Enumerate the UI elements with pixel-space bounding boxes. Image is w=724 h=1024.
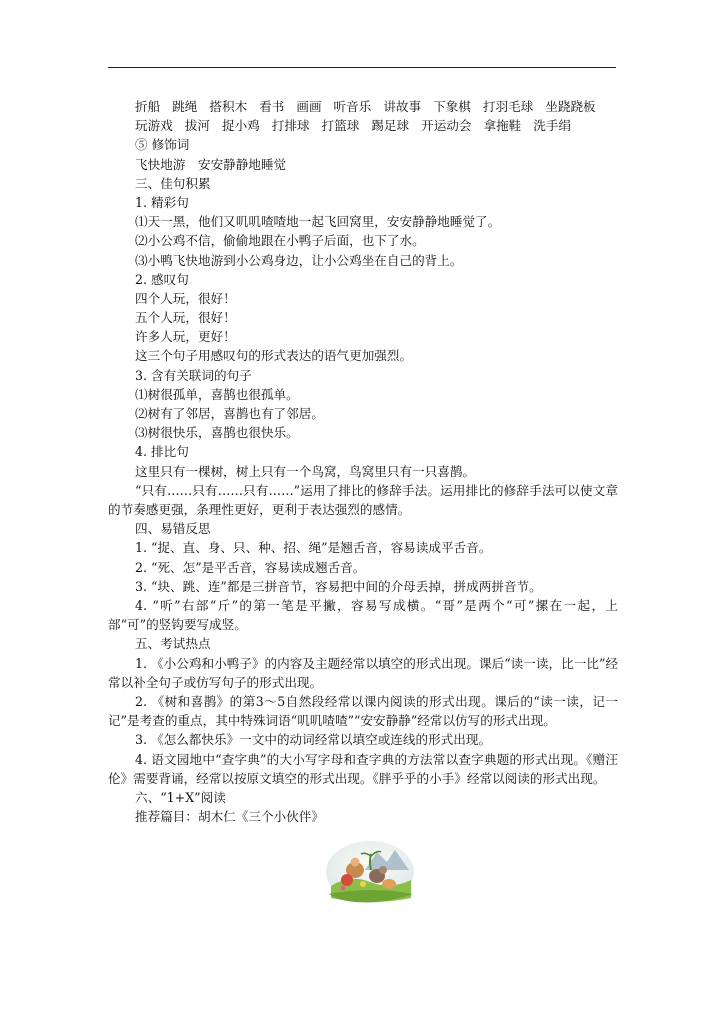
list-item: 1. “捉、直、身、只、种、招、绳”是翘舌音，容易读成平舌音。: [135, 540, 492, 556]
list-item: 1. 《小公鸡和小鸭子》的内容及主题经常以填空的形式出现。课后“读一读，比一比”经常以补全句子或仿写句子的形式出现。: [108, 655, 618, 690]
activity-word: 讲故事: [383, 99, 422, 114]
activity-word: 折船: [135, 99, 161, 114]
list-item: 2. “死、怎”是平舌音，容易读成翘舌音。: [135, 559, 366, 575]
s3-1-heading: 1. 精彩句: [135, 194, 189, 210]
activity-word: 坐跷跷板: [545, 99, 596, 114]
section-3-heading: 三、佳句积累: [135, 175, 211, 191]
activity-word: 开运动会: [421, 118, 472, 134]
activity-word: 搭积木: [209, 99, 248, 114]
recommended-reading: 推荐篇目：胡木仁《三个小伙伴》: [135, 809, 324, 825]
activity-word: 玩游戏: [135, 118, 173, 134]
activity-word: 打篮球: [321, 118, 360, 134]
s3-4-heading: 4. 排比句: [135, 444, 189, 460]
list-item: 3. “块、跳、连”都是三拼音节，容易把中间的介母丢掉，拼成两拼音节。: [135, 578, 542, 594]
activity-word: 踢足球: [371, 118, 410, 134]
activity-row-2: [108, 116, 618, 135]
section-5-heading: 五、考试热点: [135, 636, 211, 652]
modifier-words: 飞快地游 安安静静地睡觉: [135, 156, 287, 172]
section-4-heading: 四、易错反思: [135, 521, 211, 537]
list-item: 五个人玩，很好！: [135, 310, 236, 326]
header-rule: [108, 67, 616, 68]
activity-word: 看书: [259, 99, 285, 114]
list-item: ⑶树很快乐，喜鹊也很快乐。: [135, 425, 299, 441]
list-item: 2. 《树和喜鹊》的第3～5自然段经常以课内阅读的形式出现。课后的“读一读，记一记”是考查的重点，其中特殊词语“叽叽喳喳”“安安静静”经常以仿写的形式出现。: [108, 693, 618, 729]
parallelism-analysis: “只有……只有……只有……”运用了排比的修辞手法。运用排比的修辞手法可以使文章的节奏感更强，条理性更好，更利于表达强烈的感情。: [108, 482, 618, 517]
document-body: [108, 97, 618, 826]
activity-row-1: [108, 97, 618, 116]
list-item: 4. “听”右部“斤”的第一笔是平撇，容易写成横。“哥”是两个“可”摞在一起，上部“可”的竖钩要写成竖。: [108, 597, 618, 633]
list-item: 四个人玩，很好！: [135, 290, 236, 306]
list-item: ⑵树有了邻居，喜鹊也有了邻居。: [135, 406, 324, 421]
reading-illustration: [325, 840, 415, 904]
s3-2-heading: 2. 感叹句: [135, 271, 189, 287]
section-6-heading: 六、“1+X”阅读: [135, 789, 226, 805]
parallelism-sentence: 这里只有一棵树，树上只有一个鸟窝，鸟窝里只有一只喜鹊。: [135, 463, 476, 479]
activity-word: 拔河: [184, 118, 210, 134]
s3-3-heading: 3. 含有关联词的句子: [135, 367, 252, 383]
list-item: ⑴天一黑，他们又叽叽喳喳地一起飞回窝里，安安静静地睡觉了。: [135, 214, 501, 230]
activity-word: 拿拖鞋: [483, 118, 522, 134]
activity-word: 洗手绢: [533, 118, 572, 134]
activity-word: 打排球: [271, 118, 310, 134]
list-item: 3. 《怎么都快乐》一文中的动词经常以填空或连线的形式出现。: [135, 732, 492, 748]
activity-word: 捉小鸡: [221, 118, 260, 134]
activity-word: 听音乐: [333, 99, 372, 114]
list-item: 许多人玩，更好！: [135, 329, 236, 345]
list-item: ⑵小公鸡不信，偷偷地跟在小鸭子后面，也下了水。: [135, 233, 425, 249]
activity-word: 打羽毛球: [482, 99, 534, 114]
list-item: ⑶小鸭飞快地游到小公鸡身边，让小公鸡坐在自己的背上。: [135, 252, 463, 268]
activity-word: 下象棋: [433, 99, 471, 114]
activity-word: 跳绳: [172, 99, 198, 114]
activity-word: 画画: [296, 99, 322, 114]
modifier-heading: ⑤ 修饰词: [135, 137, 190, 153]
list-item: ⑴树很孤单，喜鹊也很孤单。: [135, 386, 299, 402]
note-text: 这三个句子用感叹句的形式表达的语气更加强烈。: [135, 348, 413, 364]
list-item: 4. 语文园地中“查字典”的大小写字母和查字典的方法常以查字典题的形式出现。《赠汪伦》需要背诵，经常以按原文填空的形式出现。《胖乎乎的小手》经常以阅读的形式出现。: [108, 751, 618, 786]
